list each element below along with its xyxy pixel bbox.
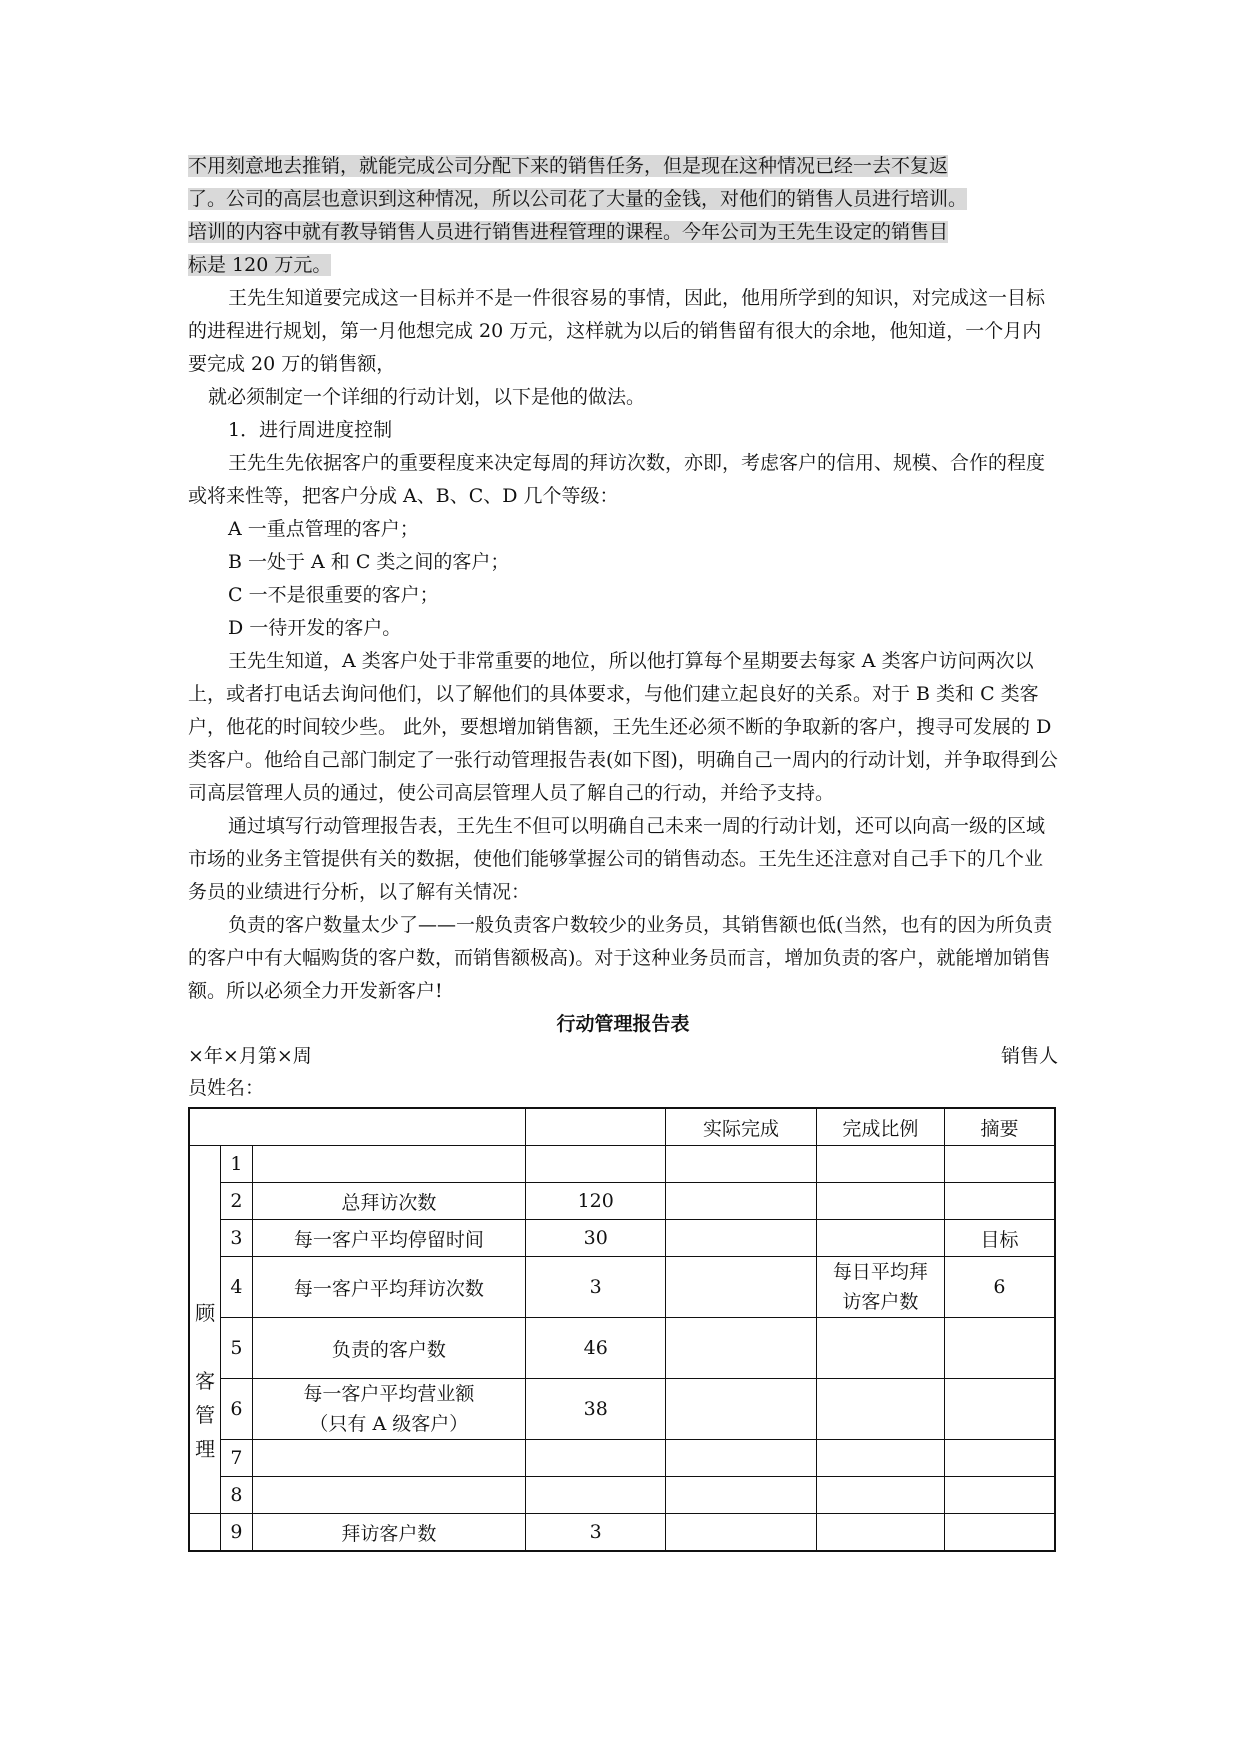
- row-summary: [944, 1146, 1055, 1183]
- row-value: [526, 1146, 666, 1183]
- report-title: 行动管理报告表: [556, 1013, 690, 1035]
- action-report-table: [188, 1107, 1056, 1552]
- grade-c: C 一不是很重要的客户；: [228, 584, 439, 606]
- header-blank-value: [526, 1108, 666, 1146]
- row-ratio: [816, 1477, 944, 1514]
- header-actual: 实际完成: [666, 1108, 816, 1146]
- table-row: [189, 1477, 1055, 1514]
- header-summary: 摘要: [944, 1108, 1055, 1146]
- row-actual: [666, 1257, 816, 1318]
- row-ratio: [816, 1379, 944, 1440]
- row-value: [526, 1477, 666, 1514]
- row-actual: [666, 1514, 816, 1552]
- row-item: 每一客户平均拜访次数: [252, 1257, 526, 1318]
- row-summary: [944, 1318, 1055, 1379]
- table-row: [189, 1440, 1055, 1477]
- row-summary: 目标: [944, 1220, 1055, 1257]
- row-actual: [666, 1183, 816, 1220]
- row-ratio: 每日平均拜 访客户数: [816, 1257, 944, 1318]
- row-number: 7: [221, 1440, 252, 1477]
- row-value: 3: [526, 1257, 666, 1318]
- row-number: 5: [221, 1318, 252, 1379]
- salesperson-label-cont: 员姓名：: [188, 1077, 265, 1099]
- grade-b: B 一处于 A 和 C 类之间的客户；: [228, 551, 510, 573]
- table-row: [189, 1257, 1055, 1318]
- row-item: 负责的客户数: [252, 1318, 526, 1379]
- row-value: 46: [526, 1318, 666, 1379]
- row-ratio: [816, 1318, 944, 1379]
- section-heading-weekly-control: 1．进行周进度控制: [228, 419, 393, 441]
- highlight-line-1: 不用刻意地去推销，就能完成公司分配下来的销售任务，但是现在这种情况已经一去不复返: [188, 155, 949, 177]
- report-meta: [188, 1040, 1058, 1072]
- table-row: [189, 1146, 1055, 1183]
- row-actual: [666, 1146, 816, 1183]
- grade-a: A 一重点管理的客户；: [228, 518, 419, 540]
- grade-d: D 一待开发的客户。: [228, 617, 402, 639]
- row-ratio: [816, 1183, 944, 1220]
- row-ratio: [816, 1220, 944, 1257]
- row-summary: [944, 1183, 1055, 1220]
- table-row: [189, 1379, 1055, 1440]
- row-actual: [666, 1440, 816, 1477]
- paragraph-a-clients: 王先生知道，A 类客户处于非常重要的地位，所以他打算每个星期要去每家 A 类客户访问两次以上，或者打电话去询问他们，以了解他们的具体要求，与他们建立起良好的关系。对于 B 类和 C 类客户，他花的时间较少些。 此外，要想增加销售额，王先生还必须不断的争取新的客户，搜寻可发展的 D 类客户。他给自己部门制定了一张行动管理报告表(如下图)，明确自己一周内的行动计划，并争取得到公司高层管理人员的通过，使公司高层管理人员了解自己的行动，并给予支持。: [188, 650, 1058, 804]
- row-summary: 6: [944, 1257, 1055, 1318]
- row-ratio: [816, 1146, 944, 1183]
- row-number: 9: [221, 1514, 252, 1552]
- row-item: [252, 1477, 526, 1514]
- row-item: 拜访客户数: [252, 1514, 526, 1552]
- row-number: 6: [221, 1379, 252, 1440]
- row-item: 每一客户平均停留时间: [252, 1220, 526, 1257]
- row-number: 3: [221, 1220, 252, 1257]
- row-summary: [944, 1477, 1055, 1514]
- row-value: 30: [526, 1220, 666, 1257]
- paragraph-method: 就必须制定一个详细的行动计划，以下是他的做法。: [208, 386, 646, 408]
- row-value: 120: [526, 1183, 666, 1220]
- paragraph-report-benefit: 通过填写行动管理报告表，王先生不但可以明确自己未来一周的行动计划，还可以向高一级的区域市场的业务主管提供有关的数据，使他们能够掌握公司的销售动态。王先生还注意对自己手下的几个业务员的业绩进行分析，以了解有关情况：: [188, 815, 1046, 903]
- row-item: [252, 1146, 526, 1183]
- row-summary: [944, 1440, 1055, 1477]
- row-actual: [666, 1318, 816, 1379]
- row-item: 总拜访次数: [252, 1183, 526, 1220]
- row-summary: [944, 1379, 1055, 1440]
- row-value: 3: [526, 1514, 666, 1552]
- paragraph-grading: 王先生先依据客户的重要程度来决定每周的拜访次数，亦即，考虑客户的信用、规模、合作的程度或将来性等，把客户分成 A、B、C、D 几个等级：: [188, 452, 1046, 507]
- row-ratio: [816, 1440, 944, 1477]
- paragraph-few-clients: 负责的客户数量太少了——一般负责客户数较少的业务员，其销售额也低(当然，也有的因为所负责的客户中有大幅购货的客户数，而销售额极高)。对于这种业务员而言，增加负责的客户，就能增加销售额。所以必须全力开发新客户!: [188, 914, 1053, 1002]
- paragraph-plan: 王先生知道要完成这一目标并不是一件很容易的事情，因此，他用所学到的知识，对完成这一目标的进程进行规划，第一月他想完成 20 万元，这样就为以后的销售留有很大的余地，他知道，一个月内要完成 20 万的销售额，: [188, 287, 1046, 375]
- highlight-line-2: 了。公司的高层也意识到这种情况，所以公司花了大量的金钱，对他们的销售人员进行培训。: [188, 188, 968, 210]
- row-number: 2: [221, 1183, 252, 1220]
- table-row: [189, 1514, 1055, 1552]
- header-ratio: 完成比例: [816, 1108, 944, 1146]
- side-label-customer-management: 顾 客 管 理: [189, 1146, 221, 1514]
- row-actual: [666, 1220, 816, 1257]
- row-value: [526, 1440, 666, 1477]
- table-row: [189, 1220, 1055, 1257]
- document-page: [188, 150, 1058, 1552]
- highlight-line-4: 标是 120 万元。: [188, 254, 332, 276]
- highlighted-paragraph: [188, 150, 1058, 282]
- row-number: 1: [221, 1146, 252, 1183]
- row-ratio: [816, 1514, 944, 1552]
- row-actual: [666, 1379, 816, 1440]
- side-label-blank: [189, 1514, 221, 1552]
- row-item: [252, 1440, 526, 1477]
- table-header-row: [189, 1108, 1055, 1146]
- row-value: 38: [526, 1379, 666, 1440]
- header-blank: [189, 1108, 526, 1146]
- table-row: [189, 1318, 1055, 1379]
- salesperson-label: 销售人: [1000, 1045, 1058, 1067]
- row-actual: [666, 1477, 816, 1514]
- row-number: 8: [221, 1477, 252, 1514]
- table-row: [189, 1183, 1055, 1220]
- row-summary: [944, 1514, 1055, 1552]
- row-item: 每一客户平均营业额 （只有 A 级客户）: [252, 1379, 526, 1440]
- row-number: 4: [221, 1257, 252, 1318]
- week-label: ×年×月第×周: [188, 1045, 312, 1067]
- highlight-line-3: 培训的内容中就有教导销售人员进行销售进程管理的课程。今年公司为王先生设定的销售目: [188, 221, 949, 243]
